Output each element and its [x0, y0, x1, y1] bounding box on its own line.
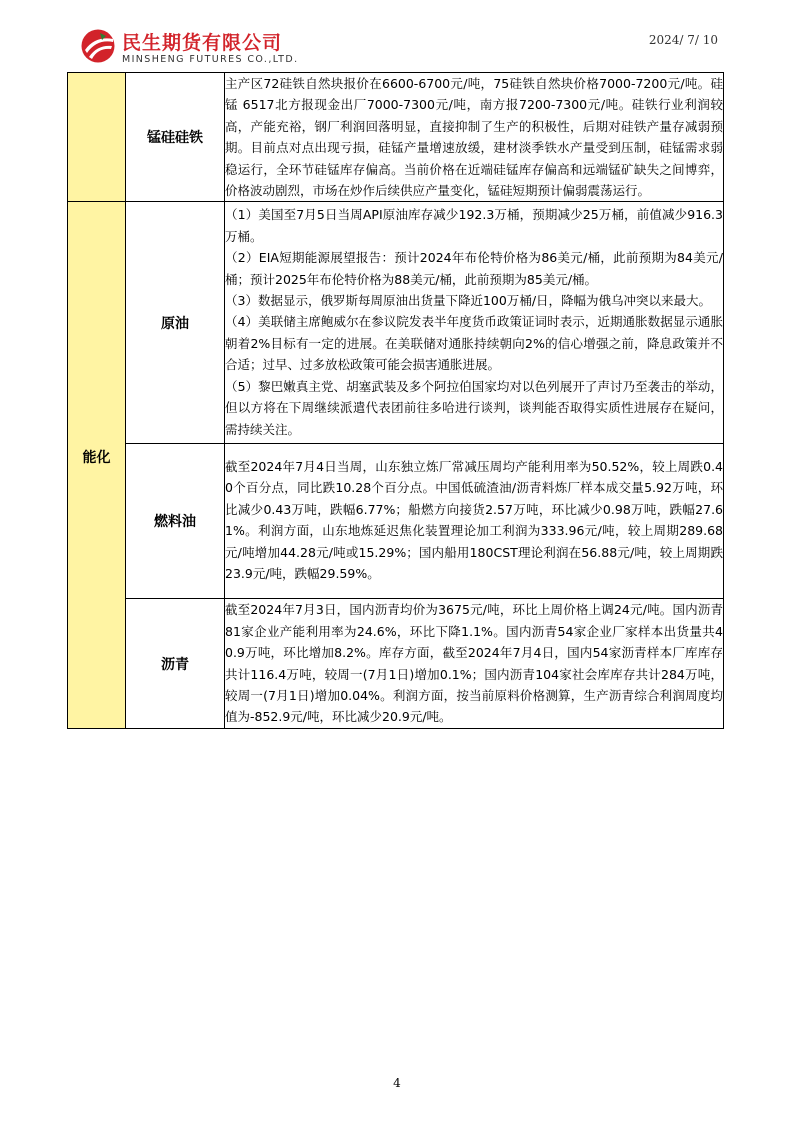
commentary-paragraph: （2）EIA短期能源展望报告：预计2024年布伦特价格为86美元/桶，此前预期为84美元/桶；预计2025年布伦特价格为88美元/桶，此前预期为85美元/桶。 — [225, 250, 723, 287]
commentary-paragraph: 主产区72硅铁自然块报价在6600-6700元/吨，75硅铁自然块价格7000-7200元/吨。硅锰 6517北方报现金出厂7000-7300元/吨，南方报7200-7300元/吨。硅铁行业利润较高，产能充裕，钢厂利润回落明显，直接抑制了生产的积极性，后期对硅铁产量存减弱预期。目前点对点出现亏损，硅锰产量增速放缓，建材淡季铁水产量受到压制，硅锰需求弱稳运行，全环节硅锰库存偏高。当前价格在近端硅锰库存偏高和远端锰矿缺失之间博弈，价格波动剧烈，市场在炒作后续供应产量变化，锰硅短期预计偏弱震荡运行。 — [225, 76, 723, 199]
commentary-paragraph: 截至2024年7月3日，国内沥青均价为3675元/吨，环比上周价格上调24元/吨。国内沥青81家企业产能利用率为24.6%，环比下降1.1%。国内沥青54家企业厂家样本出货量共40.9万吨，环比增加8.2%。库存方面，截至2024年7月4日，国内54家沥青样本厂库库存共计116.4万吨，较周一(7月1日)增加0.1%；国内沥青104家社会库库存共计284万吨，较周一(7月1日)增加0.04%。利润方面，按当前原料价格测算，生产沥青综合利润周度均值为-852.9元/吨，环比减少20.9元/吨。 — [225, 602, 723, 725]
sector-cell-energy-chemicals — [68, 202, 126, 728]
product-commentary — [225, 599, 724, 728]
product-name: 原油 — [126, 202, 225, 443]
table-row — [68, 443, 724, 598]
product-name: 燃料油 — [126, 443, 225, 598]
commentary-paragraph: （4）美联储主席鲍威尔在参议院发表半年度货币政策证词时表示，近期通胀数据显示通胀朝着2%目标有一定的进展。在美联储对通胀持续朝向2%的信心增强之前，降息政策并不合适；过早、过多放松政策可能会损害通胀进展。 — [225, 314, 723, 373]
commentary-paragraph: （3）数据显示，俄罗斯每周原油出货量下降近100万桶/日，降幅为俄乌冲突以来最大。 — [225, 293, 712, 309]
sector-label: 能化 — [82, 449, 111, 466]
commentary-paragraph: （1）美国至7月5日当周API原油库存减少192.3万桶，预期减少25万桶，前值减少916.3万桶。 — [225, 207, 723, 244]
table-row — [68, 73, 724, 202]
product-commentary — [225, 202, 724, 443]
commodity-report-table — [67, 72, 724, 729]
product-name: 沥青 — [126, 599, 225, 728]
product-commentary — [225, 443, 724, 598]
company-logo-icon — [80, 28, 116, 64]
company-name-cn: 民生期货有限公司 — [122, 32, 283, 54]
page-header — [0, 0, 794, 72]
table-row — [68, 599, 724, 728]
sector-cell-previous — [68, 73, 126, 202]
table-row — [68, 202, 724, 443]
commentary-paragraph: （5）黎巴嫩真主党、胡塞武装及多个阿拉伯国家均对以色列展开了声讨乃至袭击的举动，但以方将在下周继续派遣代表团前往多哈进行谈判，谈判能否取得实质性进展存在疑问，需持续关注。 — [225, 378, 723, 437]
report-date: 2024/ 7/ 10 — [648, 33, 718, 47]
product-name: 锰硅硅铁 — [126, 73, 225, 202]
page-number: 4 — [393, 1076, 401, 1090]
commentary-paragraph: 截至2024年7月4日当周，山东独立炼厂常减压周均产能利用率为50.52%，较上周跌0.40个百分点，同比跌10.28个百分点。中国低硫渣油/沥青料炼厂样本成交量5.92万吨，环比减少0.43万吨，跌幅6.77%；船燃方向接货2.57万吨，环比减少0.98万吨，跌幅27.61%。利润方面，山东地炼延迟焦化装置理论加工利润为333.96元/吨，较上周期289.68元/吨增加44.28元/吨或15.29%；国内船用180CST理论利润在56.88元/吨，较上周期跌23.9元/吨，跌幅29.59%。 — [225, 458, 723, 581]
product-commentary — [225, 73, 724, 202]
company-name-en: MINSHENG FUTURES CO.,LTD. — [122, 54, 299, 65]
